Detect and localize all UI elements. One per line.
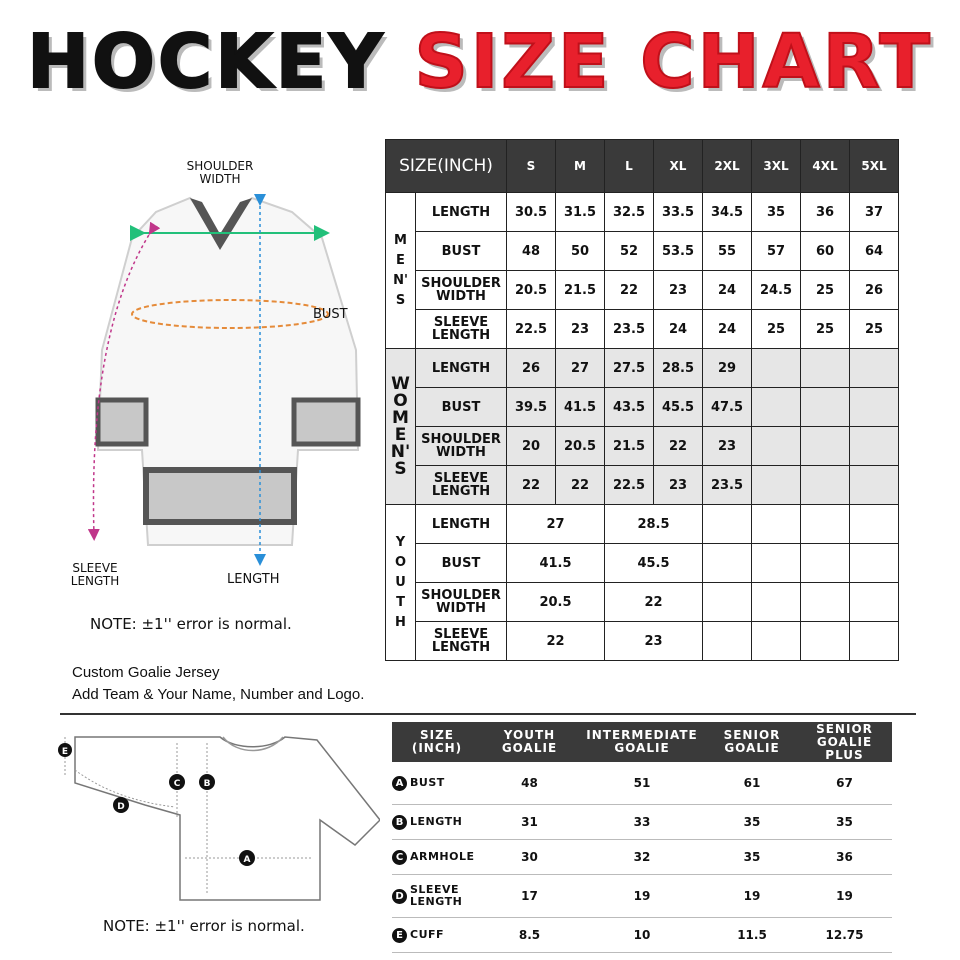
empty-cell xyxy=(850,622,899,661)
goalie-table-header xyxy=(392,722,892,762)
table-cell: 50 xyxy=(556,232,605,271)
header-size: M xyxy=(556,140,605,193)
goalie-measure-label: BUST xyxy=(410,776,445,789)
custom-goalie-text xyxy=(72,662,364,706)
header-size: 5XL xyxy=(850,140,899,193)
empty-cell xyxy=(801,349,850,388)
goalie-size-table xyxy=(392,722,892,953)
empty-cell xyxy=(801,622,850,661)
table-cell: 19 xyxy=(633,889,651,903)
table-row xyxy=(386,505,899,544)
table-row xyxy=(386,271,899,310)
table-cell: 55 xyxy=(703,232,752,271)
table-row xyxy=(392,875,892,918)
table-cell: 12.75 xyxy=(825,928,864,942)
custom-line-1: Custom Goalie Jersey xyxy=(72,664,220,681)
table-cell: 23 xyxy=(654,271,703,310)
table-cell: 67 xyxy=(836,776,853,790)
table-cell: 25 xyxy=(801,271,850,310)
marker-a-letter: A xyxy=(243,855,251,865)
goalie-jersey-outline xyxy=(75,737,380,900)
table-cell: 34.5 xyxy=(703,193,752,232)
measure-label: BUST xyxy=(416,232,507,271)
table-cell: 48 xyxy=(507,232,556,271)
table-cell: 21.5 xyxy=(556,271,605,310)
table-cell: 41.5 xyxy=(507,544,605,583)
measure-label: SLEEVE LENGTH xyxy=(416,466,507,505)
empty-cell xyxy=(801,544,850,583)
table-cell: 23 xyxy=(654,466,703,505)
empty-cell xyxy=(703,622,752,661)
table-cell: 35 xyxy=(743,850,761,864)
goalie-header-size: SIZE (INCH) xyxy=(411,728,463,755)
table-row xyxy=(392,805,892,840)
table-row xyxy=(386,388,899,427)
table-cell: 28.5 xyxy=(654,349,703,388)
empty-cell xyxy=(752,388,801,427)
table-cell: 22 xyxy=(507,622,605,661)
table-cell: 22 xyxy=(507,466,556,505)
table-row xyxy=(386,232,899,271)
table-cell: 43.5 xyxy=(605,388,654,427)
table-cell: 33 xyxy=(633,815,651,829)
table-cell: 24 xyxy=(703,271,752,310)
table-cell: 22.5 xyxy=(507,310,556,349)
empty-cell xyxy=(801,583,850,622)
table-cell: 20.5 xyxy=(556,427,605,466)
table-cell: 29 xyxy=(703,349,752,388)
empty-cell xyxy=(752,544,801,583)
section-womens: W O M E N' S xyxy=(386,349,416,505)
table-cell: 26 xyxy=(850,271,899,310)
header-size: 3XL xyxy=(752,140,801,193)
table-cell: 23 xyxy=(703,427,752,466)
table-cell: 36 xyxy=(836,850,853,864)
table-cell: 27.5 xyxy=(605,349,654,388)
table-cell: 60 xyxy=(801,232,850,271)
empty-cell xyxy=(752,622,801,661)
table-cell: 27 xyxy=(507,505,605,544)
label-bust: BUST xyxy=(313,307,348,322)
page-title xyxy=(0,19,960,105)
table-cell: 21.5 xyxy=(605,427,654,466)
table-cell: 20.5 xyxy=(507,271,556,310)
table-cell: 20.5 xyxy=(507,583,605,622)
table-row xyxy=(392,918,892,953)
empty-cell xyxy=(752,349,801,388)
measure-label: BUST xyxy=(416,544,507,583)
goalie-header-intermediate: INTERMEDIATE GOALIE xyxy=(586,728,698,755)
table-cell: 20 xyxy=(507,427,556,466)
measure-label: SLEEVE LENGTH xyxy=(416,622,507,661)
marker-d-letter: D xyxy=(117,802,125,812)
measure-label: BUST xyxy=(416,388,507,427)
body-stripe xyxy=(146,470,294,522)
error-note: NOTE: ±1'' error is normal. xyxy=(90,615,292,633)
table-cell: 22 xyxy=(556,466,605,505)
table-cell: 26 xyxy=(507,349,556,388)
table-cell: 22.5 xyxy=(605,466,654,505)
table-row xyxy=(392,840,892,875)
table-cell: 64 xyxy=(850,232,899,271)
title-word-hockey: HOCKEY xyxy=(27,19,386,105)
header-size: 2XL xyxy=(703,140,752,193)
table-cell: 30.5 xyxy=(507,193,556,232)
error-note-goalie: NOTE: ±1'' error is normal. xyxy=(103,917,305,935)
marker-b-letter: B xyxy=(203,779,211,789)
measure-label: SLEEVE LENGTH xyxy=(416,310,507,349)
table-row xyxy=(386,310,899,349)
table-cell: 47.5 xyxy=(703,388,752,427)
empty-cell xyxy=(703,583,752,622)
measure-label: LENGTH xyxy=(416,193,507,232)
label-shoulder-width: SHOULDER WIDTH xyxy=(186,159,254,186)
badge-e: E xyxy=(392,928,407,943)
table-cell: 48 xyxy=(521,776,538,790)
title-word-size-chart: SIZE CHART xyxy=(414,19,933,105)
empty-cell xyxy=(850,388,899,427)
section-divider xyxy=(60,713,916,715)
goalie-measure-label: LENGTH xyxy=(410,815,463,828)
table-cell: 39.5 xyxy=(507,388,556,427)
table-cell: 17 xyxy=(521,889,538,903)
marker-e-letter: E xyxy=(61,747,69,757)
table-cell: 24 xyxy=(654,310,703,349)
goalie-jersey-diagram xyxy=(55,725,380,910)
table-cell: 61 xyxy=(743,776,761,790)
custom-line-2: Add Team & Your Name, Number and Logo. xyxy=(72,686,365,703)
table-cell: 23 xyxy=(605,622,703,661)
empty-cell xyxy=(801,388,850,427)
jersey-diagram xyxy=(60,150,380,610)
measure-label: SHOULDER WIDTH xyxy=(416,583,507,622)
table-row xyxy=(386,583,899,622)
badge-d: D xyxy=(392,889,407,904)
empty-cell xyxy=(850,427,899,466)
table-cell: 25 xyxy=(752,310,801,349)
table-row xyxy=(386,466,899,505)
empty-cell xyxy=(703,544,752,583)
measure-label: SHOULDER WIDTH xyxy=(416,427,507,466)
table-cell: 23.5 xyxy=(703,466,752,505)
goalie-header-senior-plus: SENIOR GOALIE PLUS xyxy=(816,721,873,762)
table-cell: 36 xyxy=(801,193,850,232)
left-sleeve-stripe xyxy=(98,400,146,444)
table-cell: 19 xyxy=(743,889,761,903)
table-cell: 25 xyxy=(801,310,850,349)
table-cell: 11.5 xyxy=(737,928,767,942)
table-cell: 53.5 xyxy=(654,232,703,271)
table-cell: 23 xyxy=(556,310,605,349)
badge-c: C xyxy=(392,850,407,865)
badge-b: B xyxy=(392,815,407,830)
table-row xyxy=(386,544,899,583)
empty-cell xyxy=(801,466,850,505)
empty-cell xyxy=(850,349,899,388)
table-row xyxy=(386,622,899,661)
table-cell: 35 xyxy=(836,815,853,829)
table-cell: 51 xyxy=(633,776,651,790)
table-cell: 37 xyxy=(850,193,899,232)
empty-cell xyxy=(703,505,752,544)
goalie-measure-label: ARMHOLE xyxy=(410,850,475,863)
section-mens: M E N' S xyxy=(386,193,416,349)
table-cell: 27 xyxy=(556,349,605,388)
table-cell: 41.5 xyxy=(556,388,605,427)
goalie-measure-label: SLEEVE LENGTH xyxy=(410,883,463,908)
goalie-header-senior: SENIOR GOALIE xyxy=(723,728,781,755)
table-cell: 35 xyxy=(752,193,801,232)
label-sleeve-length: SLEEVE LENGTH xyxy=(70,561,120,588)
table-cell: 35 xyxy=(743,815,761,829)
empty-cell xyxy=(801,505,850,544)
measure-label: LENGTH xyxy=(416,505,507,544)
empty-cell xyxy=(752,466,801,505)
table-row xyxy=(386,349,899,388)
empty-cell xyxy=(850,544,899,583)
empty-cell xyxy=(801,427,850,466)
table-cell: 32.5 xyxy=(605,193,654,232)
table-cell: 30 xyxy=(521,850,538,864)
table-cell: 32 xyxy=(633,850,651,864)
goalie-measure-label: CUFF xyxy=(410,928,445,941)
table-cell: 31 xyxy=(521,815,538,829)
badge-a: A xyxy=(392,776,407,791)
header-size: XL xyxy=(654,140,703,193)
table-cell: 52 xyxy=(605,232,654,271)
table-cell: 24 xyxy=(703,310,752,349)
measure-label: LENGTH xyxy=(416,349,507,388)
size-chart-table xyxy=(385,139,899,661)
empty-cell xyxy=(850,505,899,544)
table-row xyxy=(392,762,892,805)
table-row xyxy=(386,427,899,466)
table-cell: 33.5 xyxy=(654,193,703,232)
empty-cell xyxy=(752,505,801,544)
goalie-header-youth: YOUTH GOALIE xyxy=(501,728,558,755)
table-cell: 8.5 xyxy=(518,928,541,942)
empty-cell xyxy=(850,583,899,622)
table-cell: 22 xyxy=(654,427,703,466)
empty-cell xyxy=(752,583,801,622)
table-cell: 31.5 xyxy=(556,193,605,232)
measure-label: SHOULDER WIDTH xyxy=(416,271,507,310)
empty-cell xyxy=(850,466,899,505)
table-cell: 24.5 xyxy=(752,271,801,310)
table-cell: 22 xyxy=(605,583,703,622)
label-length: LENGTH xyxy=(227,572,280,587)
table-row xyxy=(386,193,899,232)
header-size: S xyxy=(507,140,556,193)
right-sleeve-stripe xyxy=(294,400,358,444)
table-cell: 10 xyxy=(633,928,651,942)
table-cell: 23.5 xyxy=(605,310,654,349)
table-cell: 19 xyxy=(836,889,853,903)
table-cell: 28.5 xyxy=(605,505,703,544)
table-cell: 22 xyxy=(605,271,654,310)
header-size: L xyxy=(605,140,654,193)
header-size: 4XL xyxy=(801,140,850,193)
section-youth: Y O U T H xyxy=(386,505,416,661)
table-header-row xyxy=(386,140,899,193)
table-cell: 25 xyxy=(850,310,899,349)
table-cell: 45.5 xyxy=(605,544,703,583)
header-size-inch: SIZE(INCH) xyxy=(386,140,507,193)
marker-c-letter: C xyxy=(173,779,181,789)
empty-cell xyxy=(752,427,801,466)
table-cell: 57 xyxy=(752,232,801,271)
table-cell: 45.5 xyxy=(654,388,703,427)
